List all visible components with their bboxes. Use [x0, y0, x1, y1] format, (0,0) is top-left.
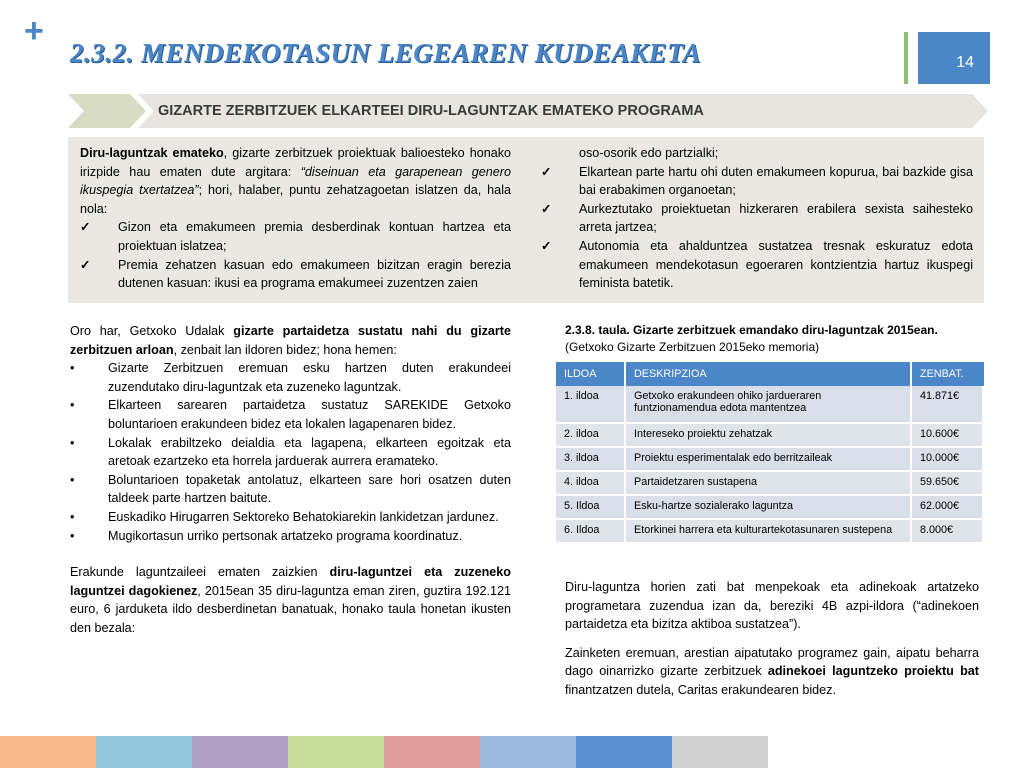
footer-color-bar: [0, 736, 768, 768]
check-continuation: oso-osorik edo partzialki;: [579, 146, 719, 160]
check-item: [541, 237, 973, 293]
intro-text-2: ; hori, halaber, puntu zehatzagoetan islatzen da, hala nola:: [80, 183, 511, 216]
table-cell: 10.000€: [912, 448, 984, 472]
table-cell: 1. ildoa: [556, 386, 626, 424]
bullet-item: [70, 508, 511, 527]
check-text: Autonomia eta ahalduntzea sustatzea tresnak eskuratuz edota emakumeen mendekotasun egoeraren kontzientzia hartuz ikuspegi feminista batetik.: [579, 238, 973, 291]
page-number-box: [918, 32, 990, 84]
footer-swatch: [384, 736, 480, 768]
table-cell: Esku-hartze sozialerako laguntza: [626, 496, 912, 520]
check-icon: ✓: [80, 257, 91, 272]
text: Zainketen eremuan, arestian aipatutako programez gain, aipatu beharra dago oinarrizko gizarte zerbitzuek: [565, 645, 979, 679]
check-text: Aurkeztutako proiektuetan hizkeraren erabilera sexista saihesteko arreta jartzea;: [579, 201, 973, 235]
footer-swatch: [480, 736, 576, 768]
intro-quote: “diseinuan eta garapenean genero ikuspegia txertatzea”: [80, 164, 512, 198]
table-cell: 2. ildoa: [556, 424, 626, 448]
table-cell: 3. ildoa: [556, 448, 626, 472]
table-row: [556, 472, 984, 496]
table-cell: Intereseko proiektu zehatzak: [626, 424, 912, 448]
intro-text: , gizarte zerbitzuek proiektuak balioesteko honako irizpide hau ematen dute argitara:: [80, 146, 512, 179]
bullet-icon: •: [70, 528, 75, 543]
footer-swatch: [576, 736, 672, 768]
footer-swatch: [192, 736, 288, 768]
check-item: [80, 218, 511, 255]
grants-table: [556, 362, 984, 544]
text-bold: diru-laguntzei eta zuzeneko laguntzei dagokienez: [70, 565, 511, 598]
text-bold: gizarte partaidetza sustatu nahi du gizarte zerbitzuen arloan: [70, 324, 511, 357]
title-divider: [904, 32, 908, 84]
column-header: ILDOA: [556, 362, 626, 386]
column-header: ZENBAT.: [912, 362, 984, 386]
text: , zenbait lan ildoren bidez; hona hemen:: [173, 342, 397, 357]
text: , 2015ean 35 diru-laguntza eman ziren, guztira 192.121 euro, 6 jarduketa ildo desberdinetan banatuak, honako taula honetan ikusten den bezala:: [70, 583, 511, 635]
plus-icon: +: [24, 12, 44, 50]
table-cell: Getxoko erakundeen ohiko jardueraren funtzionamendua edota mantentzea: [626, 386, 912, 424]
table-cell: 6. Ildoa: [556, 520, 626, 544]
table-caption: [565, 322, 985, 356]
table-row: [556, 448, 984, 472]
page-title: 2.3.2. MENDEKOTASUN LEGEAREN KUDEAKETA: [70, 38, 702, 68]
check-icon: ✓: [541, 201, 552, 216]
footer-swatch: [672, 736, 768, 768]
table-row: [556, 520, 984, 544]
bullet-item: [70, 527, 511, 546]
text-bold: adinekoei laguntzeko proiektu bat: [767, 664, 979, 679]
text: Oro har, Getxoko Udalak: [70, 324, 234, 338]
bullet-item: [70, 359, 511, 396]
footer-swatch: [288, 736, 384, 768]
bullet-text: Lokalak erabiltzeko deialdia eta lagapena, elkarteen egoitzak eta aretoak ezartzeko eta horrela jarduerak aurrera eramateko.: [108, 435, 511, 469]
check-item: [541, 200, 973, 237]
left-paragraph-2: [70, 563, 511, 637]
caption-bold: 2.3.8. taula. Gizarte zerbitzuek emandako diru-laguntzak 2015ean.: [565, 323, 938, 337]
table-cell: 59.650€: [912, 472, 984, 496]
criteria-intro: [80, 144, 511, 218]
left-body-column: [70, 322, 511, 638]
bullet-text: Euskadiko Hirugarren Sektoreko Behatokiarekin lankidetzan jardunez.: [108, 509, 499, 524]
check-icon: ✓: [80, 220, 91, 235]
table-cell: Partaidetzaren sustapena: [626, 472, 912, 496]
check-icon: ✓: [541, 238, 552, 253]
table-cell: 5. Ildoa: [556, 496, 626, 520]
bullet-icon: •: [70, 435, 75, 450]
table-cell: Proiektu esperimentalak edo berritzaileak: [626, 448, 912, 472]
bullet-item: [70, 471, 511, 508]
check-text: Gizon eta emakumeen premia desberdinak kontuan hartzea eta proiektuan islatzea;: [118, 220, 511, 253]
footer-swatch: [96, 736, 192, 768]
page-number: 14: [956, 54, 974, 71]
criteria-left-column: [80, 144, 511, 293]
bullet-icon: •: [70, 509, 75, 524]
bullet-text: Elkarteen sarearen partaidetza sustatuz SAREKIDE Getxoko boluntarioen erakundeen bidez eta lokalen lagapenaren bidez.: [108, 398, 511, 431]
table-row: [556, 386, 984, 424]
bullet-text: Gizarte Zerbitzuen eremuan esku hartzen duten erakundeei zuzendutako diru-laguntzak eta zuzeneko laguntzak.: [108, 361, 511, 394]
table-cell: 8.000€: [912, 520, 984, 544]
table-row: [556, 496, 984, 520]
check-item: [80, 256, 511, 293]
right-body-column: [565, 578, 979, 700]
table-cell: 41.871€: [912, 386, 984, 424]
table-cell: 62.000€: [912, 496, 984, 520]
table-cell: 10.600€: [912, 424, 984, 448]
footer-swatch: [0, 736, 96, 768]
caption-text: (Getxoko Gizarte Zerbitzuen 2015eko memoria): [565, 340, 820, 354]
bullet-item: [70, 396, 511, 433]
check-text: Elkartean parte hartu ohi duten emakumeen kopurua, bai bazkide gisa bai erabakimen organoetan;: [579, 164, 973, 198]
bullet-text: Boluntarioen topaketak antolatuz, elkarteen sare hori osatzen duten taldeek parte hartzen baitute.: [108, 472, 511, 506]
check-text: Premia zehatzen kasuan edo emakumeen bizitzan eragin berezia dutenen kasuan: ikusi ea programa emakumeei zuzentzen zaien: [118, 257, 511, 291]
bullet-item: [70, 434, 511, 471]
intro-bold: Diru-laguntzak emateko: [80, 146, 224, 160]
banner-title: GIZARTE ZERBITZUEK ELKARTEEI DIRU-LAGUNTZAK EMATEKO PROGRAMA: [158, 103, 704, 119]
table-cell: Etorkinei harrera eta kulturartekotasunaren sustepena: [626, 520, 912, 544]
check-item: [541, 163, 973, 200]
check-icon: ✓: [541, 164, 552, 179]
table-cell: 4. ildoa: [556, 472, 626, 496]
bullet-icon: •: [70, 472, 75, 487]
table-header-row: [556, 362, 984, 386]
bullet-icon: •: [70, 398, 75, 413]
right-paragraph-1: Diru-laguntza horien zati bat menpekoak eta adinekoak artatzeko programetara zuzendua izan da, bereziki 4B azpi-ildora (“adinekoen partaidetza eta bizitza aktiboa sustatzea”).: [565, 580, 979, 632]
bullet-text: Mugikortasun urriko pertsonak artatzeko programa koordinatuz.: [108, 528, 463, 543]
text: Erakunde laguntzaileei ematen zaizkien: [70, 565, 330, 580]
criteria-right-column: [541, 144, 973, 293]
column-header: DESKRIPZIOA: [626, 362, 912, 386]
text: finantzatzen dutela, Caritas erakundearen bidez.: [565, 682, 836, 697]
left-paragraph-1: [70, 322, 511, 359]
bullet-icon: •: [70, 361, 75, 376]
right-paragraph-2: [565, 644, 979, 700]
table-row: [556, 424, 984, 448]
